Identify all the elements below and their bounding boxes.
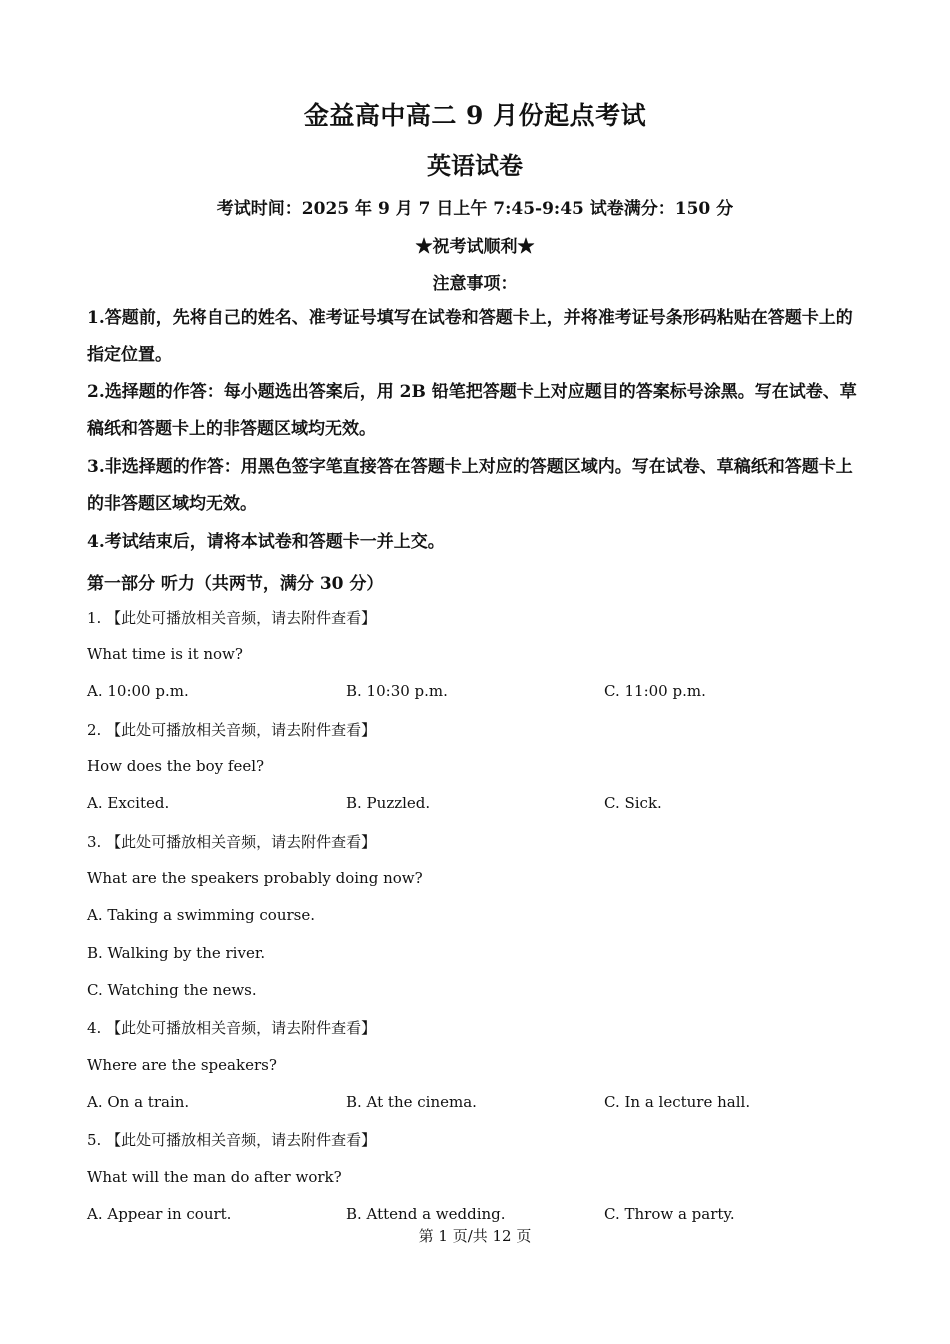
option-b: B. At the cinema. — [346, 1093, 477, 1111]
option-a: A. On a train. — [87, 1093, 190, 1111]
option-c: C. Watching the news. — [87, 981, 257, 999]
exam-subtitle: 英语试卷 — [427, 151, 523, 180]
exam-info: 考试时间：2025 年 9 月 7 日上午 7:45-9:45 试卷满分：150 分 — [216, 199, 734, 219]
notice-item: 2.选择题的作答：每小题选出答案后，用 2B 铅笔把答题卡上对应题目的答案标号涂黑。写在试卷、草稿纸和答题卡上的非答题区域均无效。 — [87, 382, 857, 439]
question-stem: What are the speakers probably doing now? — [87, 869, 423, 887]
option-a: A. Excited. — [87, 794, 170, 812]
option-a: A. Appear in court. — [87, 1205, 232, 1223]
question-stem: What will the man do after work? — [87, 1168, 342, 1186]
notice-item: 4.考试结束后，请将本试卷和答题卡一并上交。 — [87, 532, 445, 552]
page-footer: 第 1 页/共 12 页 — [418, 1227, 532, 1245]
option-b: B. 10:30 p.m. — [346, 682, 448, 700]
option-c: C. Sick. — [604, 794, 662, 812]
audio-placeholder[interactable]: 3. 【此处可播放相关音频，请去附件查看】 — [87, 833, 377, 851]
exam-wish: ★祝考试顺利★ — [415, 237, 535, 257]
option-c: C. 11:00 p.m. — [604, 682, 706, 700]
option-c: C. In a lecture hall. — [604, 1093, 751, 1111]
audio-placeholder[interactable]: 4. 【此处可播放相关音频，请去附件查看】 — [87, 1019, 377, 1037]
audio-placeholder[interactable]: 1. 【此处可播放相关音频，请去附件查看】 — [87, 609, 377, 627]
question-stem: How does the boy feel? — [87, 757, 265, 775]
question-stem: What time is it now? — [87, 645, 243, 663]
audio-placeholder[interactable]: 2. 【此处可播放相关音频，请去附件查看】 — [87, 721, 377, 739]
option-b: B. Attend a wedding. — [346, 1205, 506, 1223]
option-b: B. Puzzled. — [346, 794, 431, 812]
audio-placeholder[interactable]: 5. 【此处可播放相关音频，请去附件查看】 — [87, 1131, 377, 1149]
section-title: 第一部分 听力（共两节，满分 30 分） — [87, 574, 384, 594]
option-a: A. Taking a swimming course. — [87, 906, 315, 924]
notice-item: 1.答题前，先将自己的姓名、准考证号填写在试卷和答题卡上，并将准考证号条形码粘贴在答题卡上的指定位置。 — [87, 308, 853, 365]
notice-item: 3.非选择题的作答：用黑色签字笔直接答在答题卡上对应的答题区域内。写在试卷、草稿纸和答题卡上的非答题区域均无效。 — [87, 457, 853, 514]
notice-title: 注意事项： — [432, 274, 518, 294]
exam-title: 金益高中高二 9 月份起点考试 — [303, 101, 647, 130]
option-b: B. Walking by the river. — [87, 944, 266, 962]
question-stem: Where are the speakers? — [87, 1056, 277, 1074]
option-a: A. 10:00 p.m. — [87, 682, 189, 700]
option-c: C. Throw a party. — [604, 1205, 735, 1223]
